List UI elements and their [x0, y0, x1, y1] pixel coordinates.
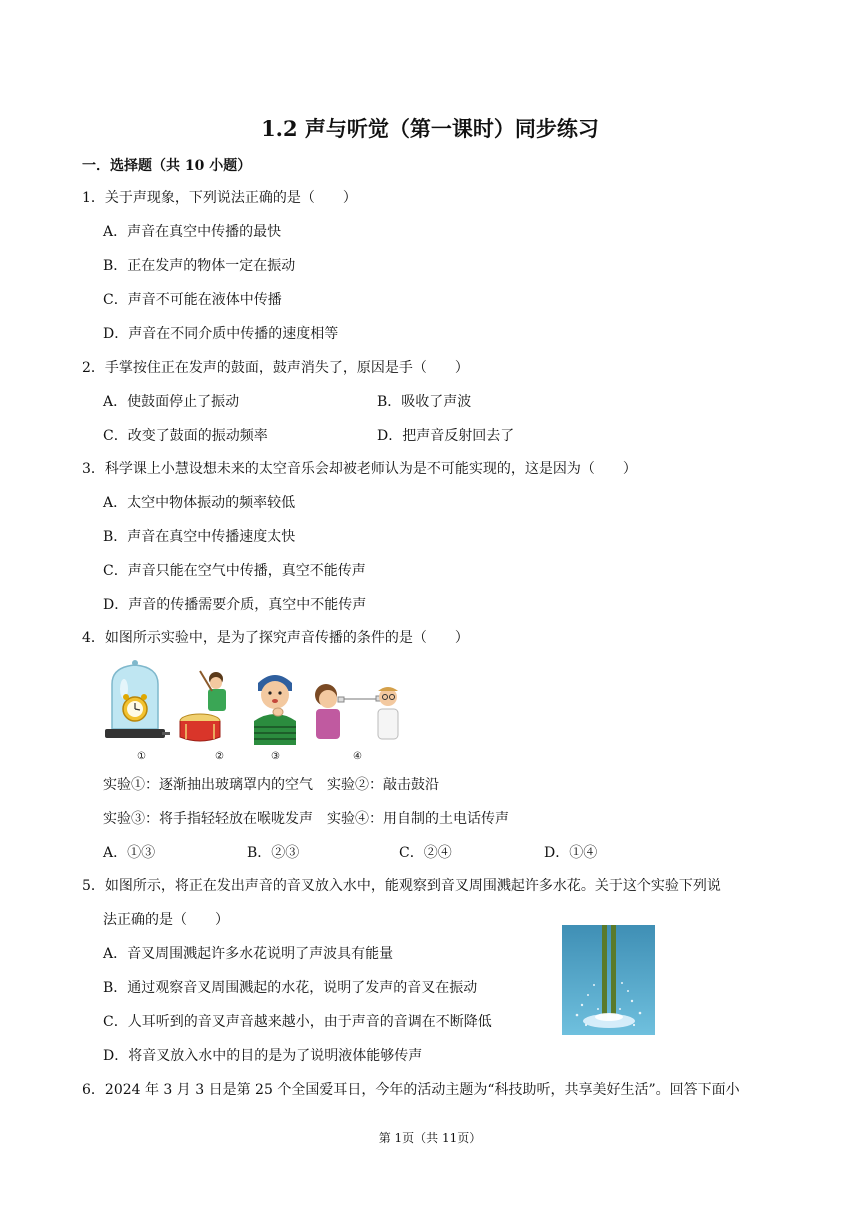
q4-option-c: C．②④	[399, 845, 452, 861]
string-telephone-icon	[310, 679, 400, 745]
q4-experiment-line-1: 实验①：逐渐抽出玻璃罩内的空气 实验②：敲击鼓沿	[103, 777, 439, 793]
drum-icon	[178, 669, 240, 745]
q5-figure	[562, 925, 655, 1035]
q5-option-c: C．人耳听到的音叉声音越来越小，由于声音的音调在不断降低	[103, 1014, 492, 1030]
q2-option-d: D．把声音反射回去了	[377, 428, 515, 444]
q4-option-b: B．②③	[247, 845, 300, 861]
q5-option-a: A．音叉周围溅起许多水花说明了声波具有能量	[103, 946, 394, 962]
q4-figure	[100, 655, 400, 765]
q2-option-a: A．使鼓面停止了振动	[103, 394, 240, 410]
page-title: 1.2 声与听觉（第一课时）同步练习	[261, 116, 599, 141]
q1-option-a: A．声音在真空中传播的最快	[103, 224, 282, 240]
fig4-label-1: ①	[137, 751, 146, 762]
q4-option-a: A．①③	[103, 845, 156, 861]
q2-option-c: C．改变了鼓面的振动频率	[103, 428, 268, 444]
q5-stem-line-2: 法正确的是（ ）	[103, 912, 229, 928]
q3-option-a: A．太空中物体振动的频率较低	[103, 495, 296, 511]
bell-jar-alarm-clock-icon	[100, 659, 170, 745]
q5-option-b: B．通过观察音叉周围溅起的水花，说明了发声的音叉在振动	[103, 980, 478, 996]
q3-option-d: D．声音的传播需要介质，真空中不能传声	[103, 597, 367, 613]
fig4-label-4: ④	[353, 751, 362, 762]
q1-stem: 1．关于声现象，下列说法正确的是（ ）	[82, 190, 357, 206]
fig4-label-2: ②	[215, 751, 224, 762]
q5-stem-line-1: 5．如图所示，将正在发出声音的音叉放入水中，能观察到音叉周围溅起许多水花。关于这个实验下列说	[82, 878, 721, 894]
q4-option-d: D．①④	[544, 845, 598, 861]
throat-icon	[248, 669, 302, 745]
q4-stem: 4．如图所示实验中，是为了探究声音传播的条件的是（ ）	[82, 630, 469, 646]
q1-option-d: D．声音在不同介质中传播的速度相等	[103, 326, 339, 342]
fig4-label-3: ③	[271, 751, 280, 762]
q3-option-b: B．声音在真空中传播速度太快	[103, 529, 296, 545]
q2-option-b: B．吸收了声波	[377, 394, 472, 410]
q3-stem: 3．科学课上小慧设想未来的太空音乐会却被老师认为是不可能实现的，这是因为（ ）	[82, 461, 637, 477]
q5-option-d: D．将音叉放入水中的目的是为了说明液体能够传声	[103, 1048, 423, 1064]
page-footer: 第 1页（共 11页）	[378, 1131, 482, 1145]
q4-experiment-line-2: 实验③：将手指轻轻放在喉咙发声 实验④：用自制的土电话传声	[103, 811, 509, 827]
q2-stem: 2．手掌按住正在发声的鼓面，鼓声消失了，原因是手（ ）	[82, 360, 469, 376]
q1-option-b: B．正在发声的物体一定在振动	[103, 258, 296, 274]
q1-option-c: C．声音不可能在液体中传播	[103, 292, 282, 308]
q6-stem: 6．2024 年 3 月 3 日是第 25 个全国爱耳日，今年的活动主题为“科技助听，共享美好生活”。回答下面小	[82, 1082, 740, 1098]
q3-option-c: C．声音只能在空气中传播，真空不能传声	[103, 563, 366, 579]
section-heading: 一．选择题（共 10 小题）	[82, 158, 252, 174]
tuning-fork-water-icon	[562, 925, 655, 1035]
